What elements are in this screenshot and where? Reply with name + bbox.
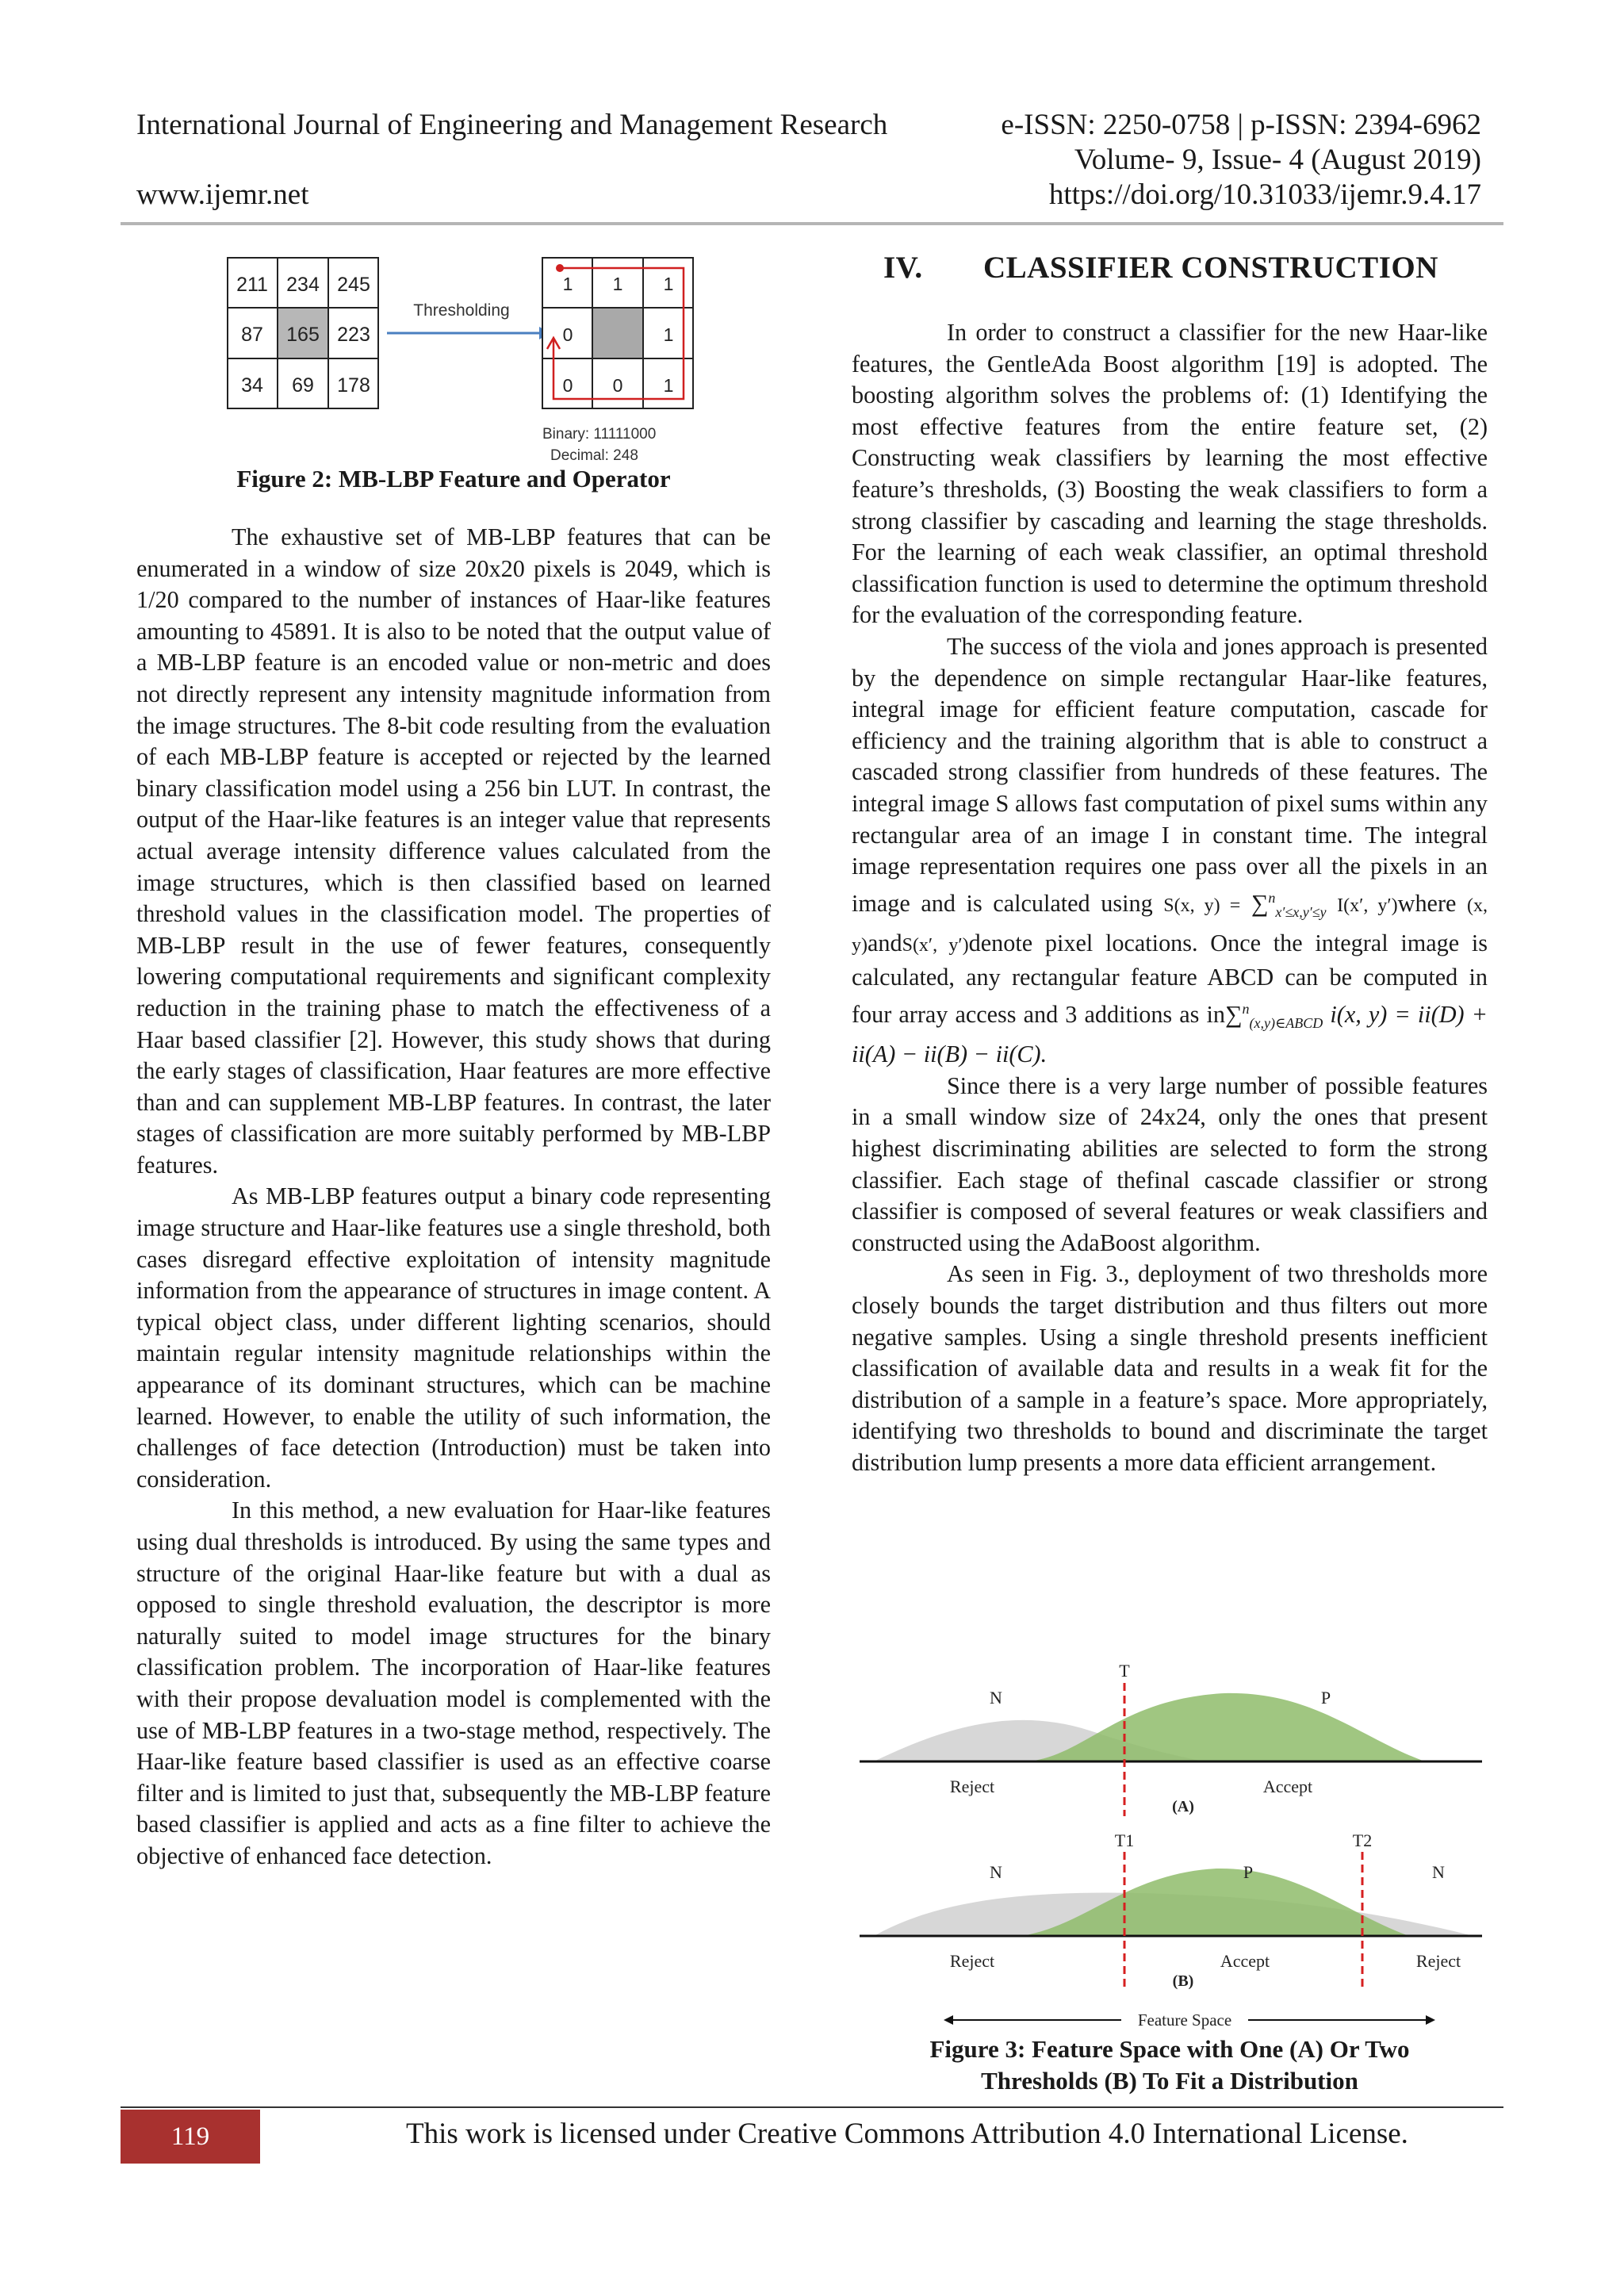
equation-rest: i(x, y) = ii(D) + ii(A) − ii(B) − ii(C). bbox=[852, 1000, 1488, 1068]
equation-sxy: S(x′, y′) bbox=[902, 935, 969, 956]
figure-2-mb-lbp-diagram bbox=[222, 252, 714, 471]
threshold-label-t1: T1 bbox=[1114, 1830, 1135, 1850]
equation-term: I(x′, y′) bbox=[1337, 895, 1398, 916]
doi-link[interactable]: https://doi.org/10.31033/ijemr.9.4.17 bbox=[1048, 178, 1481, 211]
right-grid-cell: 0 bbox=[612, 375, 623, 396]
panel-a-label: (A) bbox=[1172, 1798, 1194, 1815]
right-grid-cell: 1 bbox=[663, 274, 674, 294]
figure-3-feature-space bbox=[852, 1658, 1486, 2038]
left-grid-cell: 87 bbox=[241, 324, 263, 346]
paragraph: Since there is a very large number of possible features in a small window size of 24x24, only the ones that present highest discriminating abilities are selected to form the strong classifier. Each stage of thefinal cascade classifier or strong classifier is composed of several features or weak classifiers and constructed using the AdaBoost algorithm. bbox=[852, 1071, 1488, 1256]
positive-distribution-a bbox=[1034, 1693, 1423, 1761]
left-grid-cell: 34 bbox=[241, 374, 263, 397]
left-grid-cell: 165 bbox=[286, 324, 320, 346]
right-binary-grid bbox=[542, 258, 693, 408]
left-grid-cell: 178 bbox=[337, 374, 370, 397]
left-grid-cell: 69 bbox=[292, 374, 314, 397]
volume-issue: Volume- 9, Issue- 4 (August 2019) bbox=[1074, 144, 1481, 176]
section-heading bbox=[883, 250, 1438, 286]
reject-label-b-left: Reject bbox=[949, 1951, 995, 1971]
negative-label-b-left: N bbox=[990, 1862, 1002, 1882]
left-grid-cell: 245 bbox=[337, 274, 370, 296]
paragraph-text: pixel bbox=[1044, 930, 1094, 957]
figure-3-caption-line-1: Figure 3: Feature Space with One (A) Or Two bbox=[929, 2035, 1410, 2063]
summation-upper-limit: n bbox=[1242, 1000, 1250, 1017]
reject-label-b-right: Reject bbox=[1415, 1951, 1461, 1971]
feature-space-label: Feature Space bbox=[1137, 2010, 1232, 2030]
right-grid-cell: 0 bbox=[562, 375, 573, 396]
negative-label-b-right: N bbox=[1432, 1862, 1445, 1882]
binary-code-label: Binary: 11111000 bbox=[542, 426, 657, 443]
website-link[interactable]: www.ijemr.net bbox=[136, 178, 309, 211]
section-title: CLASSIFIER CONSTRUCTION bbox=[983, 251, 1438, 285]
figure-3-caption bbox=[852, 2033, 1488, 2097]
paragraph-integral-image bbox=[852, 631, 1488, 1071]
equation-xy: (x, y) bbox=[852, 895, 1488, 956]
negative-label-a: N bbox=[990, 1688, 1002, 1708]
left-grid-cell: 211 bbox=[236, 274, 268, 296]
footer-divider bbox=[121, 2106, 1503, 2108]
paragraph: The exhaustive set of MB-LBP features that can be enumerated in a window of size 20x20 pixels is 2049, which is 1/20 compared to the number of instances of Haar-like features amounting to 45891. It is also to be noted that the output value of a MB-LBP feature is an encoded value or non-metric and does not directly represent any intensity magnitude information from the image structures. The 8-bit code resulting from the evaluation of each MB-LBP feature is accepted or rejected by the learned binary classification model using a 256 bin LUT. In contrast, the output of the Haar-like features is an integer value that represents actual average intensity difference values calculated from the image structures, which is then classified based on learned threshold values in the classification model. The properties of MB-LBP result in the use of fewer features, consequently lowering computational requirements and significant complexity reduction in the training phase to match the effectiveness of a Haar based classifier [2]. However, this study shows that during the early stages of classification, Haar features are more effective than and can supplement MB-LBP features. In contrast, the later stages of classification are more suitably performed by MB-LBP features. bbox=[136, 523, 771, 1179]
section-number: IV. bbox=[883, 251, 923, 285]
right-grid-cell: 1 bbox=[663, 375, 674, 396]
paragraph-text: denote bbox=[968, 930, 1033, 957]
left-grid-cell: 223 bbox=[337, 324, 370, 346]
right-grid-cell: 0 bbox=[562, 324, 573, 345]
paragraph: As MB-LBP features output a binary code representing image structure and Haar-like features use a single threshold, both cases disregard effective exploitation of intensity magnitude information from the appearance of structures in image content. A typical object class, under different lighting scenarios, should maintain regular intensity magnitude relationships within the appearance of its dominant structures, which can be machine learned. However, to enable the utility of such information, the challenges of face detection (Introduction) must be taken into consideration. bbox=[136, 1182, 771, 1493]
threshold-label-t: T bbox=[1119, 1661, 1130, 1681]
panel-b bbox=[860, 1830, 1482, 1991]
right-column bbox=[852, 317, 1488, 1479]
panel-b-label: (B) bbox=[1172, 1972, 1194, 1990]
positive-label-a: P bbox=[1320, 1688, 1331, 1708]
panel-a bbox=[860, 1661, 1482, 1816]
issn: e-ISSN: 2250-0758 | p-ISSN: 2394-6962 bbox=[1001, 109, 1481, 141]
thresholding-label: Thresholding bbox=[413, 301, 510, 320]
paragraph-text: and bbox=[868, 930, 902, 957]
right-grid-cell: 1 bbox=[663, 324, 674, 345]
page-number: 119 bbox=[121, 2110, 260, 2164]
figure-2-caption: Figure 2: MB-LBP Feature and Operator bbox=[236, 465, 671, 493]
license-notice: This work is licensed under Creative Commons Attribution 4.0 International License. bbox=[406, 2118, 1408, 2150]
summation-symbol: ∑ bbox=[1251, 889, 1269, 917]
figure-3-caption-line-2: Thresholds (B) To Fit a Distribution bbox=[981, 2067, 1358, 2095]
right-grid-cell: 1 bbox=[562, 274, 573, 294]
reject-label-a: Reject bbox=[949, 1777, 995, 1796]
paragraph-text: locations. Once the integral image is calculated, any rectangular feature ABCD can be computed in four array access and 3 additions as in bbox=[852, 930, 1488, 1028]
paragraph: In this method, a new evaluation for Haar-like features using dual thresholds is introduced. By using the same types and structure of the original Haar-like feature but with a dual as opposed to single threshold evaluation, the descriptor is more naturally suited to model image structures for the binary classification problem. The incorporation of Haar-like features with their propose devaluation model is complemented with the use of MB-LBP features in a two-stage method, respectively. The Haar-like feature based classifier is used as an effective coarse filter and is limited to just that, subsequently the MB-LBP feature based classifier is applied and acts as a fine filter to achieve the objective of enhanced face detection. bbox=[136, 1497, 771, 1869]
feature-space-axis bbox=[944, 2010, 1435, 2030]
right-grid-cell: 1 bbox=[612, 274, 623, 294]
header-divider bbox=[121, 222, 1503, 225]
left-intensity-grid bbox=[228, 258, 378, 408]
thresholding-arrow bbox=[387, 301, 550, 339]
positive-label-b: P bbox=[1243, 1862, 1254, 1882]
summation-lower-limit: x′≤x,y′≤y bbox=[1275, 903, 1327, 920]
decimal-value-label: Decimal: 248 bbox=[550, 447, 638, 464]
journal-title: International Journal of Engineering and Management Research bbox=[136, 109, 888, 141]
left-column bbox=[136, 522, 771, 1872]
accept-label-a: Accept bbox=[1262, 1777, 1313, 1796]
threshold-label-t2: T2 bbox=[1352, 1830, 1373, 1850]
paragraph-text: where bbox=[1397, 889, 1457, 917]
summation-upper-limit: n bbox=[1268, 889, 1276, 906]
summation-lower-limit: (x,y)∈ABCD bbox=[1249, 1014, 1323, 1031]
left-grid-cell: 234 bbox=[286, 274, 320, 296]
paragraph: In order to construct a classifier for the new Haar-like features, the GentleAda Boost algorithm [19] is adopted. The boosting algorithm solves the problems of: (1) Identifying the most effective features from the entire feature set, (2) Constructing weak classifiers by learning the most effective feature’s thresholds, (3) Boosting the weak classifiers to form a strong classifier by cascading and learning the stage thresholds. For the learning of each weak classifier, an optimal threshold classification function is used to determine the optimum threshold for the evaluation of the corresponding feature. bbox=[852, 319, 1488, 629]
equation-lhs: S(x, y) = bbox=[1163, 895, 1241, 916]
accept-label-b: Accept bbox=[1220, 1951, 1270, 1971]
paragraph-text: The success of the viola and jones approach is presented by the dependence on simple rectangular Haar-like features, integral image for efficient feature computation, cascade for efficiency and the training algorithm that is able to construct a cascaded strong classifier from hundreds of these features. The integral image S allows fast computation of pixel sums within any rectangular area of an image I in constant time. The integral image representation requires one pass over all the pixels in an image and is calculated using bbox=[852, 632, 1488, 917]
summation-symbol: ∑ bbox=[1224, 1000, 1243, 1028]
paragraph: As seen in Fig. 3., deployment of two thresholds more closely bounds the target distribution and thus filters out more negative samples. Using a single threshold presents inefficient classification of available data and results in a weak fit for the distribution of a sample in a feature’s space. More appropriately, identifying two thresholds to bound and discriminate the target distribution lump presents a more data efficient arrangement. bbox=[852, 1260, 1488, 1476]
